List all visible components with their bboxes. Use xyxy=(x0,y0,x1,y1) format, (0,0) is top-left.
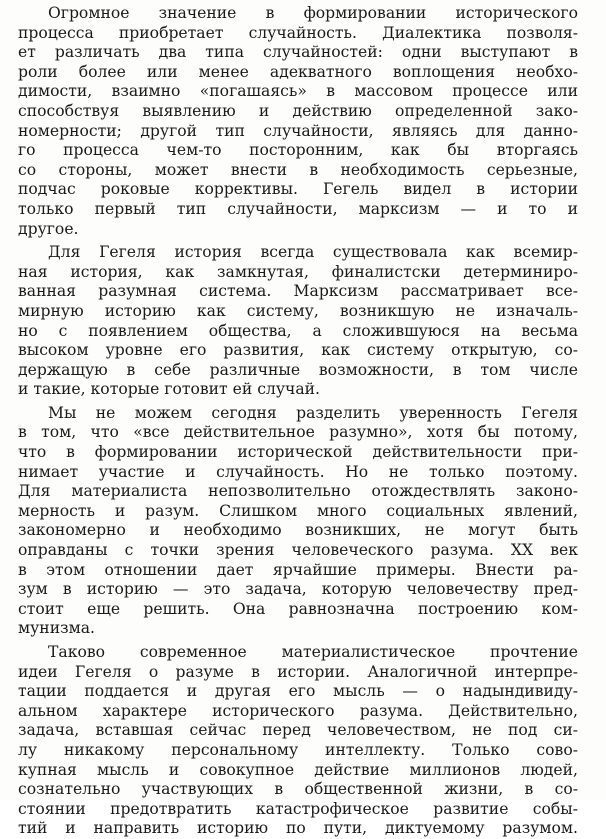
text-line: го процесса чем-то посторонним, как бы вторгаясь xyxy=(18,141,578,160)
text-line: зум в историю — это задача, которую человечеству пред- xyxy=(18,580,578,599)
paragraph-4 xyxy=(18,643,578,839)
text-line: подчас роковые коррективы. Гегель видел в истории xyxy=(18,180,578,199)
text-line: и такие, которые готовит ей случай. xyxy=(18,380,320,399)
text-line: со стороны, может внести в необходимость серьезные, xyxy=(18,160,578,179)
text-line: ванная разумная система. Марксизм рассматривает все- xyxy=(18,282,578,301)
text-line: мирную историю как систему, возникшую не изначаль- xyxy=(18,301,578,320)
text-line: тий и направить историю по пути, диктуемому разумом. xyxy=(18,819,578,838)
paragraph-3 xyxy=(18,404,578,639)
text-line: Для материалиста непозволительно отождествлять законо- xyxy=(18,482,578,501)
text-line: только первый тип случайности, марксизм — и то и xyxy=(18,199,578,218)
text-line: лу никакому персональному интеллекту. Только сово- xyxy=(18,740,578,759)
text-line: стоянии предотвратить катастрофическое развитие собы- xyxy=(18,799,578,818)
paragraph-2 xyxy=(18,243,578,400)
text-line: идеи Гегеля о разуме в истории. Аналогичной интерпре- xyxy=(18,662,578,681)
text-line: нимает участие и случайность. Но не только поэтому. xyxy=(18,462,578,481)
text-line: купная мысль и совокупное действие миллионов людей, xyxy=(18,760,578,779)
text-line: номерности; другой тип случайности, являясь для данно- xyxy=(18,121,578,140)
text-line: в том, что «все действительное разумно», хотя бы потому, xyxy=(18,423,578,442)
text-line: процесса приобретает случайность. Диалектика позволя- xyxy=(18,23,578,42)
text-line: высоком уровне его развития, как систему открытую, со- xyxy=(18,341,578,360)
text-line: стоит еще решить. Она равнозначна построению ком- xyxy=(18,599,578,618)
text-line: Таково современное материалистическое прочтение xyxy=(48,643,578,661)
text-line: мунизма. xyxy=(18,619,95,638)
text-line: ная история, как замкнутая, финалистски детерминиро- xyxy=(18,262,578,281)
text-line: сознательно участвующих в общественной жизни, в со- xyxy=(18,780,578,799)
text-line: тации поддается и другая его мысль — о надындивиду- xyxy=(18,682,578,701)
text-line: способствуя выявлению и действию определенной зако- xyxy=(18,101,578,120)
text-line: держащую в себе различные возможности, в том числе xyxy=(18,360,578,379)
text-line: оправданы с точки зрения человеческого разума. XX век xyxy=(18,541,578,560)
text-line: димости, взаимно «погашаясь» в массовом процессе или xyxy=(18,82,578,101)
text-line: мерность и разум. Слишком много социальных явлений, xyxy=(18,501,578,520)
text-line: Для Гегеля история всегда существовала как всемир- xyxy=(48,243,578,262)
text-line: другое. xyxy=(18,219,79,238)
text-line: что в формировании исторической действительности при- xyxy=(18,443,578,462)
text-line: задача, вставшая сейчас перед человечеством, не под си- xyxy=(18,721,578,740)
text-line: но с появлением общества, а сложившуюся на весьма xyxy=(18,321,578,340)
text-line: ет различать два типа случайностей: одни выступают в xyxy=(18,43,578,62)
text-line: в этом отношении дает ярчайшие примеры. Внести ра- xyxy=(18,560,578,579)
text-line: Огромное значение в формировании исторического xyxy=(48,4,578,22)
text-line: Мы не можем сегодня разделить уверенность Гегеля xyxy=(48,403,578,422)
text-line: роли более или менее адекватного воплощения необхо- xyxy=(18,62,578,81)
paragraph-1 xyxy=(18,4,578,239)
text-line: закономерно и необходимо возникших, не могут быть xyxy=(18,521,578,540)
text-line: альном характере исторического разума. Действительно, xyxy=(18,701,578,720)
